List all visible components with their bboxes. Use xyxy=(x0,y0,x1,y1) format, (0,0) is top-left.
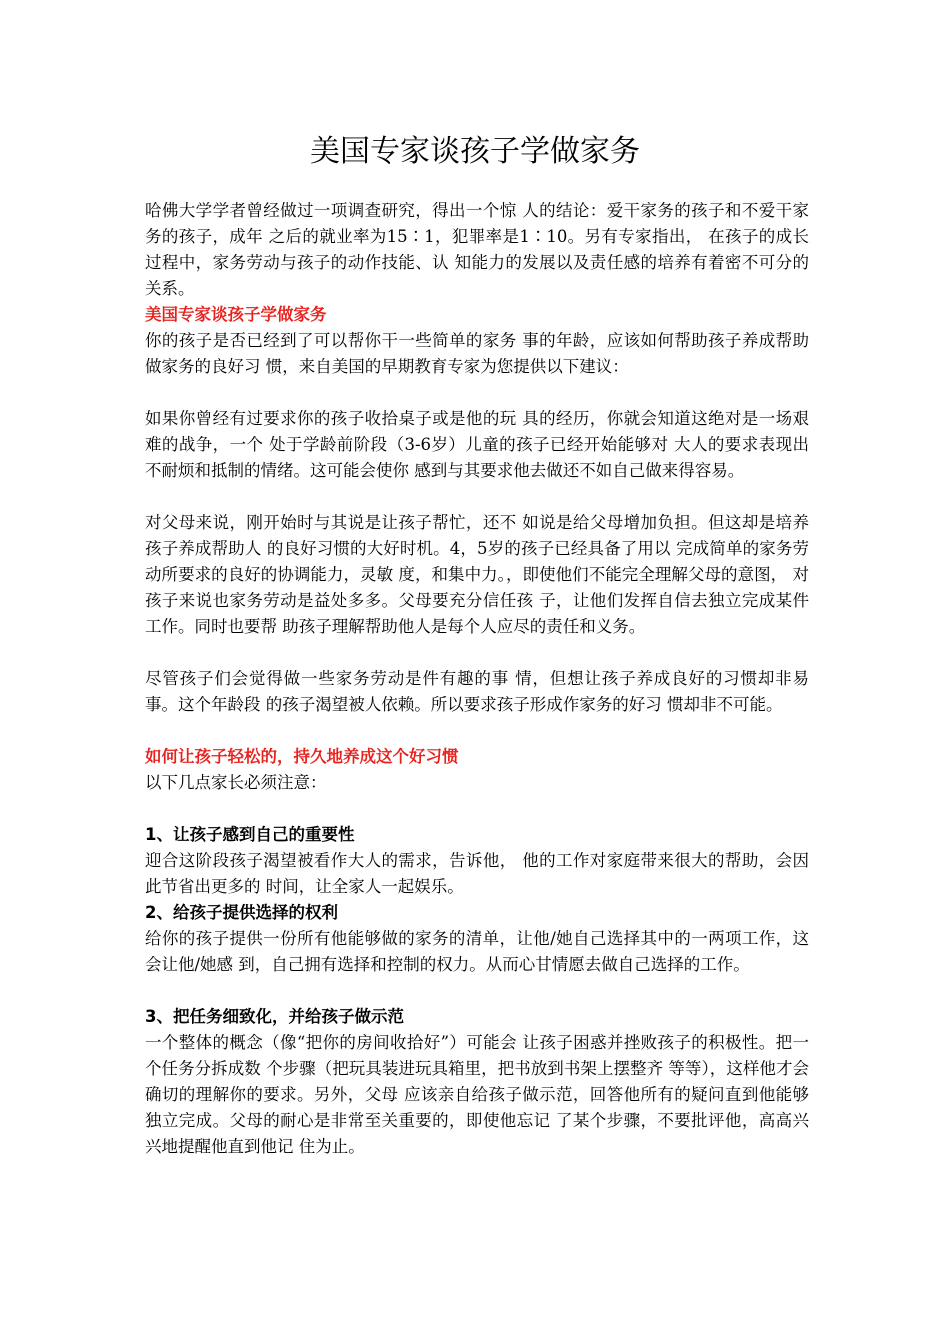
red-heading-habit: 如何让孩子轻松的，持久地养成这个好习惯 xyxy=(145,747,459,766)
paragraph-spacer xyxy=(145,640,809,666)
document-body xyxy=(145,198,809,1160)
paragraph-4: 尽管孩子们会觉得做一些家务劳动是件有趣的事 情，但想让孩子养成良好的习惯却非易事。这个年龄段 的孩子渴望被人依赖。所以要求孩子形成作家务的好习 惯却非不可能。 xyxy=(145,669,809,714)
page-title: 美国专家谈孩子学做家务 xyxy=(310,134,640,169)
paragraph-spacer xyxy=(145,718,809,744)
item-3-heading: 3、把任务细致化，并给孩子做示范 xyxy=(145,1007,404,1026)
item-1-heading: 1、让孩子感到自己的重要性 xyxy=(145,825,355,844)
paragraph-5: 以下几点家长必须注意： xyxy=(145,773,327,792)
paragraph-3: 对父母来说，刚开始时与其说是让孩子帮忙，还不 如说是给父母增加负担。但这却是培养孩子养成帮助人 的良好习惯的大好时机。4，5岁的孩子已经具备了用以 完成简单的家务劳动所要求的良好的协调能力，灵敏 度，和集中力。，即使他们不能完全理解父母的意图， 对孩子来说也家务劳动是益处多多。父母要充分信任孩 子，让他们发挥自信去独立完成某件工作。同时也要帮 助孩子理解帮助他人是每个人应尽的责任和义务。 xyxy=(145,513,809,636)
paragraph-spacer xyxy=(145,978,809,1004)
item-3-text: 一个整体的概念（像“把你的房间收拾好”）可能会 让孩子困惑并挫败孩子的积极性。把一个任务分拆成数 个步骤（把玩具装进玩具箱里，把书放到书架上摆整齐 等等），这样他才会确切的理解你的要求。另外，父母 应该亲自给孩子做示范，回答他所有的疑问直到他能够 独立完成。父母的耐心是非常至关重要的，即使他忘记 了某个步骤，不要批评他，高高兴兴地提醒他直到他记 住为止。 xyxy=(145,1033,809,1156)
paragraph-1: 你的孩子是否已经到了可以帮你干一些简单的家务 事的年龄，应该如何帮助孩子养成帮助做家务的良好习 惯，来自美国的早期教育专家为您提供以下建议： xyxy=(145,331,809,376)
item-2-text: 给你的孩子提供一份所有他能够做的家务的清单，让他/她自己选择其中的一两项工作，这会让他/她感 到，自己拥有选择和控制的权力。从而心甘情愿去做自己选择的工作。 xyxy=(145,929,809,974)
item-1-text: 迎合这阶段孩子渴望被看作大人的需求，告诉他， 他的工作对家庭带来很大的帮助，会因此节省出更多的 时间，让全家人一起娱乐。 xyxy=(145,851,809,896)
intro-paragraph: 哈佛大学学者曾经做过一项调查研究，得出一个惊 人的结论：爱干家务的孩子和不爱干家务的孩子，成年 之后的就业率为15∶1，犯罪率是1∶10。另有专家指出， 在孩子的成长过程中，家务劳动与孩子的动作技能、认 知能力的发展以及责任感的培养有着密不可分的关系。 xyxy=(145,201,809,298)
paragraph-spacer xyxy=(145,380,809,406)
paragraph-spacer xyxy=(145,484,809,510)
red-subtitle: 美国专家谈孩子学做家务 xyxy=(145,305,327,324)
item-2-heading: 2、给孩子提供选择的权利 xyxy=(145,903,338,922)
paragraph-spacer xyxy=(145,796,809,822)
paragraph-2: 如果你曾经有过要求你的孩子收拾桌子或是他的玩 具的经历，你就会知道这绝对是一场艰难的战争，一个 处于学龄前阶段（3-6岁）儿童的孩子已经开始能够对 大人的要求表现出不耐烦和抵制的情绪。这可能会使你 感到与其要求他去做还不如自己做来得容易。 xyxy=(145,409,809,480)
